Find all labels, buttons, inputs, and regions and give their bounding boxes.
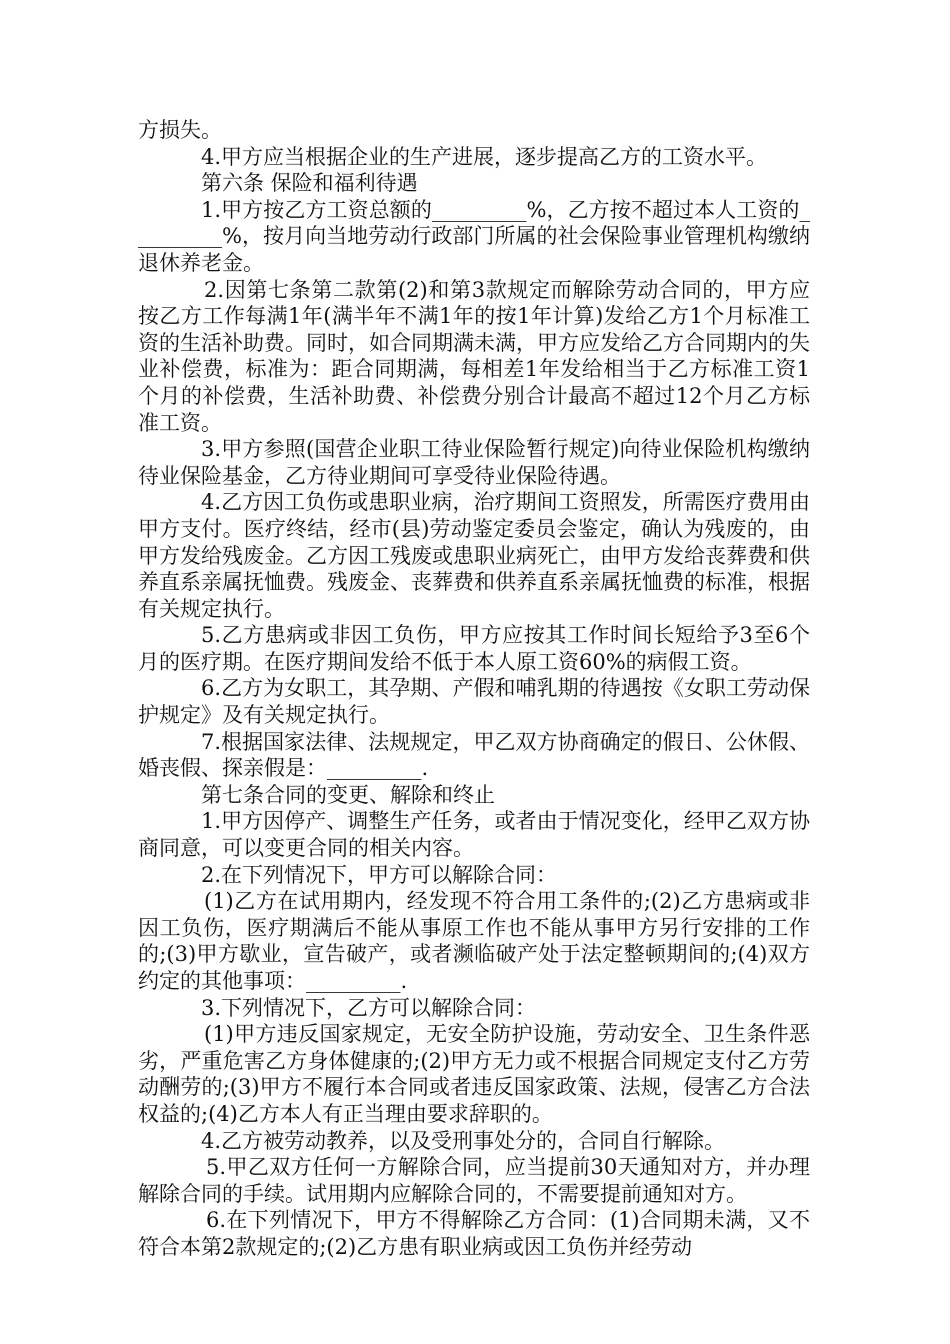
paragraph-clause-6-1: 1.甲方按乙方工资总额的_________%，乙方按不超过本人工资的_________%，按月向当地劳动行政部门所属的社会保险事业管理机构缴纳退休养老金。 [138,197,810,275]
paragraph-clause-7-6: 6.在下列情况下，甲方不得解除乙方合同：(1)合同期未满，又不符合本第2款规定的;(2)乙方患有职业病或因工负伤并经劳动 [138,1208,810,1259]
paragraph-clause-6-7: 7.根据国家法律、法规规定，甲乙双方协商确定的假日、公休假、婚丧假、探亲假是：_________. [138,729,810,781]
paragraph-continuation: 方损失。 [138,118,222,142]
paragraph-clause-6-3: 3.甲方参照(国营企业职工待业保险暂行规定)向待业保险机构缴纳待业保险基金，乙方待业期间可享受待业保险待遇。 [138,437,810,488]
paragraph-clause-7-1: 1.甲方因停产、调整生产任务，或者由于情况变化，经甲乙双方协商同意，可以变更合同的相关内容。 [138,809,810,861]
paragraph-clause-6-4: 4.乙方因工负伤或患职业病，治疗期间工资照发，所需医疗费用由甲方支付。医疗终结，经市(县)劳动鉴定委员会鉴定，确认为残废的，由甲方发给残废金。乙方因工残废或患职业病死亡，由甲方发给丧葬费和供养直系亲属抚恤费。残废金、丧葬费和供养直系亲属抚恤费的标准，根据有关规定执行。 [138,490,810,621]
paragraph-clause-6-5: 5.乙方患病或非因工负伤，甲方应按其工作时间长短给予3至6个月的医疗期。在医疗期间发给不低于本人原工资60%的病假工资。 [138,623,810,674]
paragraph-clause-6-2: 2.因第七条第二款第(2)和第3款规定而解除劳动合同的，甲方应按乙方工作每满1年(满半年不满1年的按1年计算)发给乙方1个月标准工资的生活补助费。同时，如合同期满未满，甲方应发给乙方合同期内的失业补偿费，标准为：距合同期满，每相差1年发给相当于乙方标准工资1个月的补偿费，生活补助费、补偿费分别合计最高不超过12个月乙方标准工资。 [138,277,810,435]
paragraph-clause-7-3-items: (1)甲方违反国家规定，无安全防护设施，劳动安全、卫生条件恶劣，严重危害乙方身体健康的;(2)甲方无力或不根据合同规定支付乙方劳动酬劳的;(3)甲方不履行本合同或者违反国家政策、法规，侵害乙方合法权益的;(4)乙方本人有正当理由要求辞职的。 [138,1022,810,1126]
section-heading-article-7: 第七条合同的变更、解除和终止 [201,782,495,807]
paragraph-clause-5-4: 4.甲方应当根据企业的生产进展，逐步提高乙方的工资水平。 [201,144,768,169]
section-heading-article-6: 第六条 保险和福利待遇 [201,171,418,196]
paragraph-clause-7-2: 2.在下列情况下，甲方可以解除合同： [201,862,558,887]
paragraph-clause-7-4: 4.乙方被劳动教养，以及受刑事处分的，合同自行解除。 [201,1128,726,1153]
paragraph-clause-7-5: 5.甲乙双方任何一方解除合同，应当提前30天通知对方，并办理解除合同的手续。试用期内应解除合同的，不需要提前通知对方。 [138,1155,810,1206]
paragraph-clause-6-6: 6.乙方为女职工，其孕期、产假和哺乳期的待遇按《女职工劳动保护规定》及有关规定执行。 [138,676,810,728]
paragraph-clause-7-3: 3.下列情况下，乙方可以解除合同： [201,995,537,1020]
paragraph-clause-7-2-items: (1)乙方在试用期内，经发现不符合用工条件的;(2)乙方患病或非因工负伤，医疗期满后不能从事原工作也不能从事甲方另行安排的工作的;(3)甲方歇业，宣告破产，或者濒临破产处于法定整顿期间的;(4)双方约定的其他事项：_________. [138,889,810,993]
document-body [138,117,810,1261]
